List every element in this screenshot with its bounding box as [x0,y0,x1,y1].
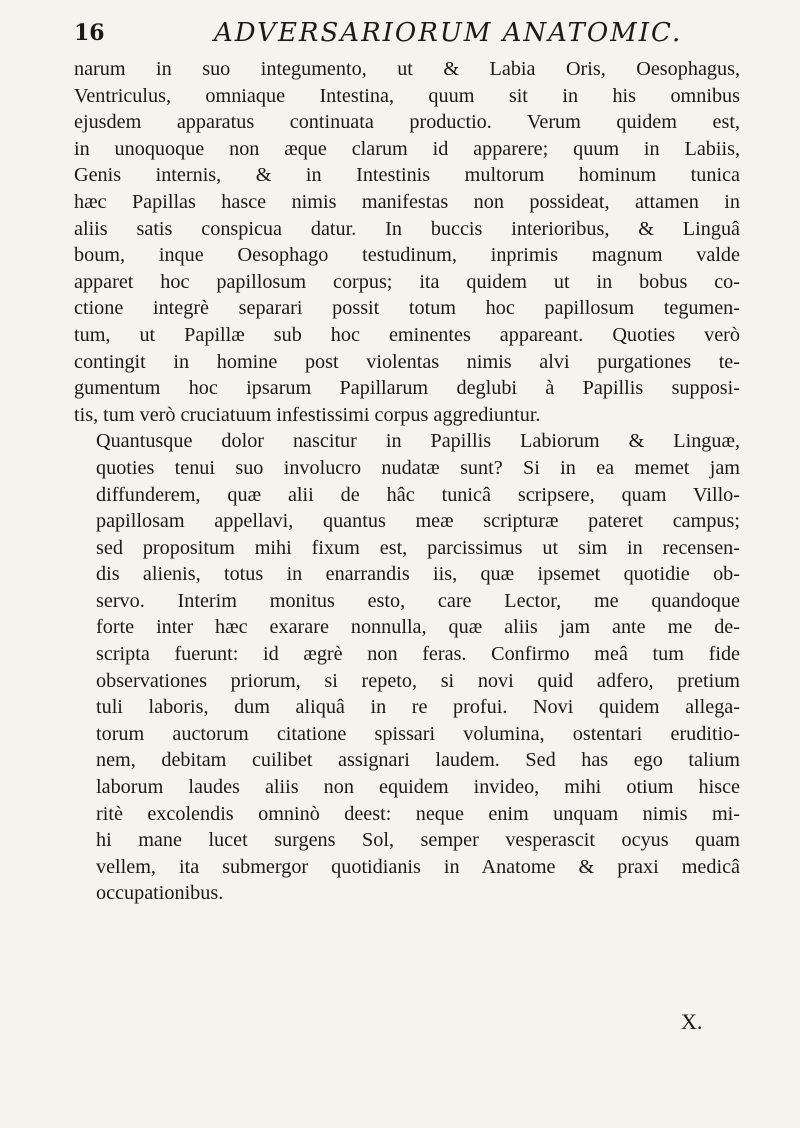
body-text [74,56,740,907]
text-line: laborum laudes aliis non equidem invideo, mihi otium hisce [96,776,740,799]
text-line: Genis internis, & in Intestinis multorum hominum tunica [74,164,740,187]
text-line: Quantusque dolor nascitur in Papillis Labiorum & Linguæ, [96,430,740,453]
text-line: scripta fuerunt: id ægrè non feras. Confirmo meâ tum fide [96,643,740,666]
text-line: hæc Papillas hasce nimis manifestas non possideat, attamen in [74,190,740,213]
text-line: narum in suo integumento, ut & Labia Oris, Oesophagus, [74,58,740,80]
paragraph [74,428,740,907]
text-line: vellem, ita submergor quotidianis in Anatome & praxi medicâ [96,855,740,878]
text-line: quoties tenui suo involucro nudatæ sunt? Si in ea memet jam [96,456,740,479]
text-line: Ventriculus, omniaque Intestina, quum sit in his omnibus [74,84,740,107]
text-line: torum auctorum citatione spissari volumina, ostentari eruditio- [96,722,740,745]
text-line: aliis satis conspicua datur. In buccis interioribus, & Linguâ [74,217,740,240]
text-line: tuli laboris, dum aliquâ in re profui. Novi quidem allega- [96,696,740,719]
text-line: hi mane lucet surgens Sol, semper vesperascit ocyus quam [96,829,740,852]
text-line: observationes priorum, si repeto, si novi quid adfero, pretium [96,669,740,692]
text-line: ctione integrè separari possit totum hoc papillosum tegumen- [74,297,740,320]
text-line: papillosam appellavi, quantus meæ scripturæ pateret campus; [96,510,740,533]
text-line: sed propositum mihi fixum est, parcissimus ut sim in recensen- [96,536,740,559]
text-line: nem, debitam cuilibet assignari laudem. Sed has ego talium [96,749,740,772]
running-head [74,18,734,52]
paragraph [74,56,740,428]
text-line: contingit in homine post violentas nimis alvi purgationes te- [74,350,740,373]
text-line: servo. Interim monitus esto, care Lector, me quandoque [96,589,740,612]
text-line: ritè excolendis omninò deest: neque enim unquam nimis mi- [96,802,740,825]
text-line: boum, inque Oesophago testudinum, inprimis magnum valde [74,244,740,267]
text-line: apparet hoc papillosum corpus; ita quidem ut in bobus co- [74,270,740,293]
text-line: dis alienis, totus in enarrandis iis, quæ ipsemet quotidie ob- [96,563,740,586]
text-line: forte inter hæc exarare nonnulla, quæ aliis jam ante me de- [96,616,740,639]
text-line: tum, ut Papillæ sub hoc eminentes appareant. Quoties verò [74,323,740,346]
catchword: X. [681,1009,703,1034]
text-line: gumentum hoc ipsarum Papillarum deglubi à Papillis supposi- [74,377,740,400]
text-line: occupationibus. [96,882,224,905]
text-line: tis, tum verò cruciatuum infestissimi corpus aggrediuntur. [74,403,541,426]
text-line: ejusdem apparatus continuata productio. Verum quidem est, [74,111,740,134]
running-head-title: ADVERSARIORUM ANATOMIC. [214,18,683,48]
page-number: 16 [74,20,105,46]
text-line: diffunderem, quæ alii de hâc tunicâ scripsere, quam Villo- [96,483,740,506]
text-line: in unoquoque non æque clarum id apparere; quum in Labiis, [74,137,740,160]
